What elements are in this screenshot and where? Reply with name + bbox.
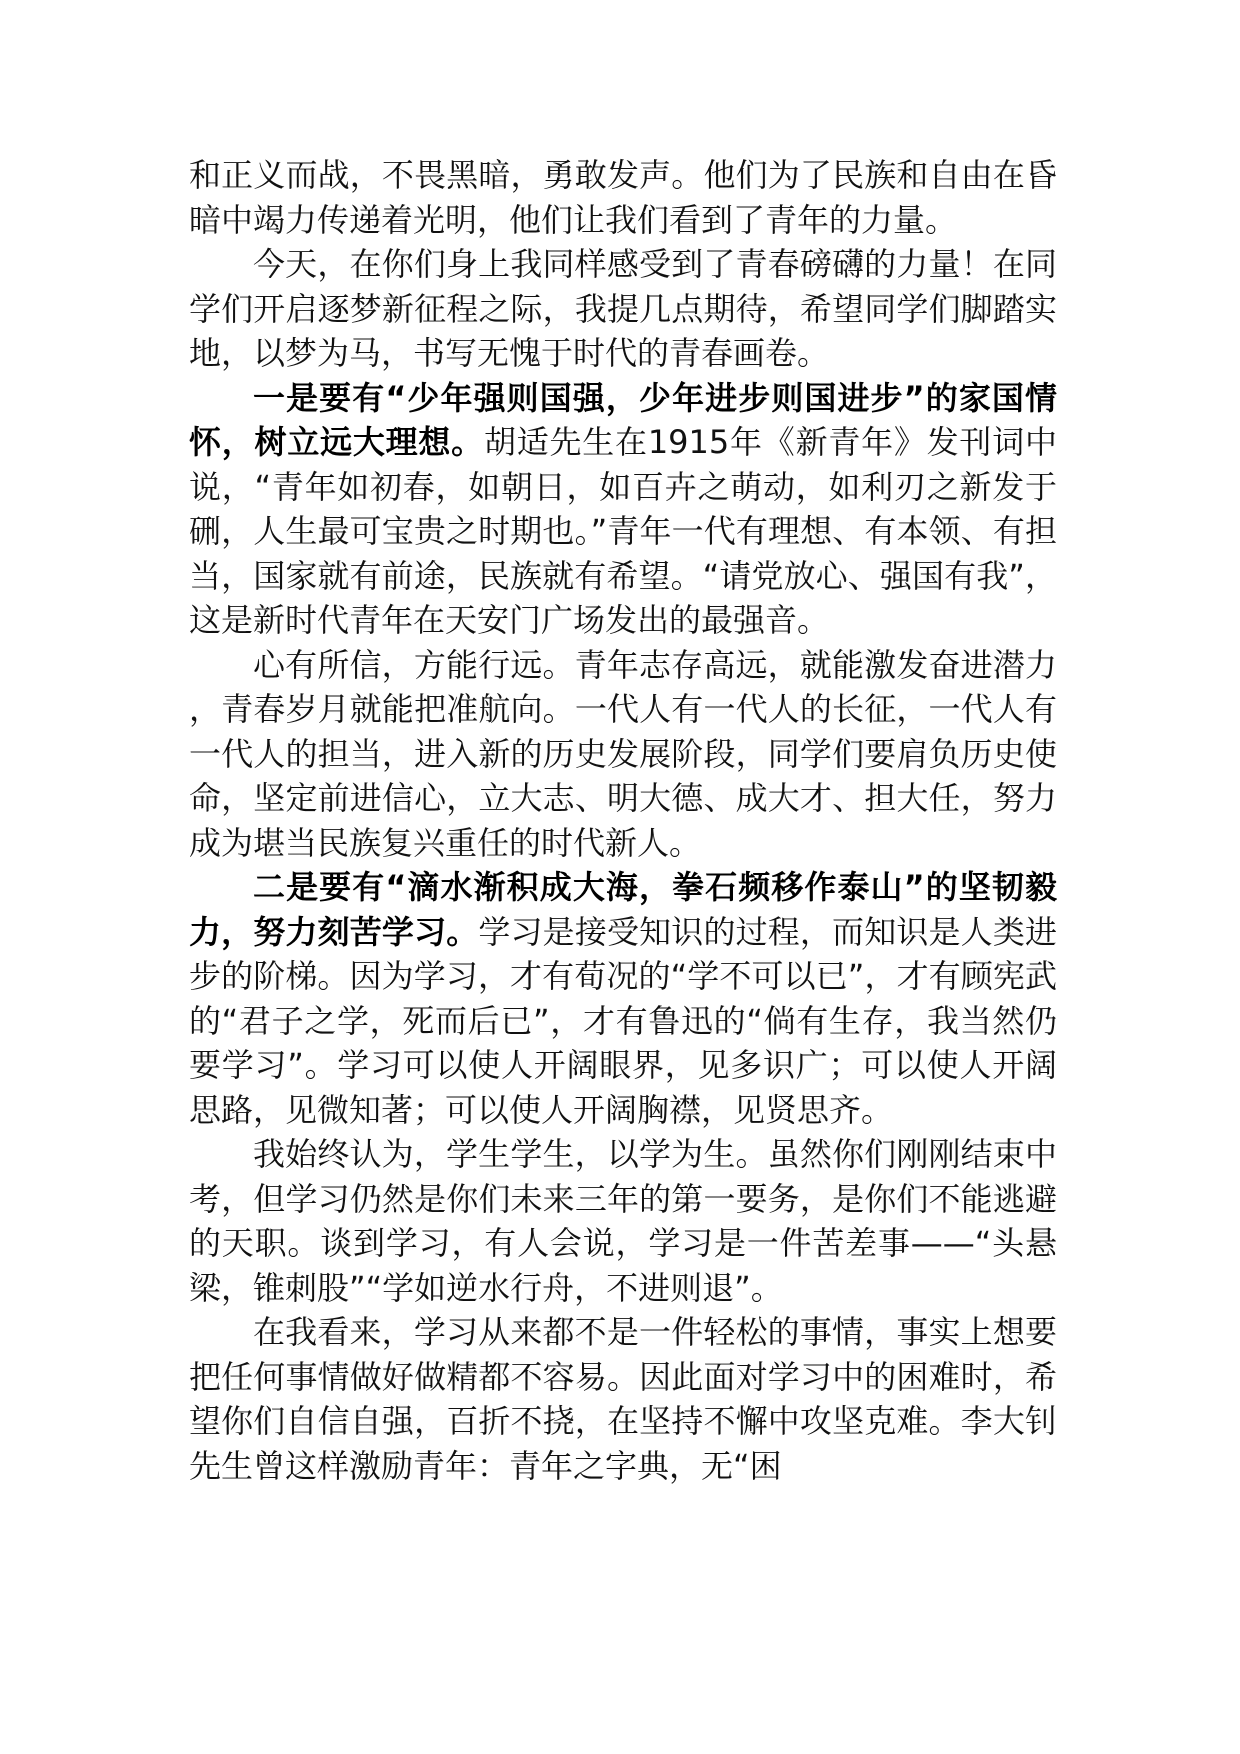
section-heading-1: 一是要有“少年强则国强，少年进步则国进步”的家国情怀，树立远大理想。 xyxy=(189,378,1057,461)
paragraph-5-text: 学习是接受知识的过程，而知识是人类进步的阶梯。因为学习，才有荀况的“学不可以已”，才有顾宪武的“君子之学，死而后已”，才有鲁迅的“倘有生存，我当然仍要学习”。学习可以使人开阔眼界，见多识广；可以使人开阔思路，见微知著；可以使人开阔胸襟，见贤思齐。 xyxy=(189,912,1057,1129)
paragraph-6-text: 我始终认为，学生学生，以学为生。虽然你们刚刚结束中考，但学习仍然是你们未来三年的第一要务，是你们不能逃避的天职。谈到学习，有人会说，学习是一件苦差事——“头悬梁，锥刺股”“学如逆水行舟，不进则退”。 xyxy=(189,1135,1057,1307)
paragraph-2 xyxy=(189,242,1057,376)
section-heading-2: 二是要有“滴水渐积成大海，拳石频移作泰山”的坚韧毅力，努力刻苦学习。 xyxy=(189,868,1057,951)
paragraph-3-text: 胡适先生在1915年《新青年》发刊词中说，“青年如初春，如朝日，如百卉之萌动，如利刃之新发于硎，人生最可宝贵之时期也。”青年一代有理想、有本领、有担当，国家就有前途，民族就有希望。“请党放心、强国有我”，这是新时代青年在天安门广场发出的最强音。 xyxy=(189,423,1057,639)
paragraph-3 xyxy=(189,376,1057,643)
paragraph-1-text: 和正义而战，不畏黑暗，勇敢发声。他们为了民族和自由在昏暗中竭力传递着光明，他们让我们看到了青年的力量。 xyxy=(189,156,1057,239)
speech-text-body xyxy=(189,153,1057,1488)
paragraph-1 xyxy=(189,153,1057,242)
paragraph-4 xyxy=(189,643,1057,866)
paragraph-4-text: 心有所信，方能行远。青年志存高远，就能激发奋进潜力，青春岁月就能把准航向。一代人有一代人的长征，一代人有一代人的担当，进入新的历史发展阶段，同学们要肩负历史使命，坚定前进信心，立大志、明大德、成大才、担大任，努力成为堪当民族复兴重任的时代新人。 xyxy=(189,645,1057,862)
paragraph-5 xyxy=(189,865,1057,1132)
paragraph-7 xyxy=(189,1310,1057,1488)
paragraph-6 xyxy=(189,1132,1057,1310)
paragraph-2-text: 今天，在你们身上我同样感受到了青春磅礴的力量！在同学们开启逐梦新征程之际，我提几点期待，希望同学们脚踏实地，以梦为马，书写无愧于时代的青春画卷。 xyxy=(189,245,1057,372)
paragraph-7-text: 在我看来，学习从来都不是一件轻松的事情，事实上想要把任何事情做好做精都不容易。因此面对学习中的困难时，希望你们自信自强，百折不挠，在坚持不懈中攻坚克难。李大钊先生曾这样激励青年：青年之字典，无“困 xyxy=(189,1313,1057,1485)
